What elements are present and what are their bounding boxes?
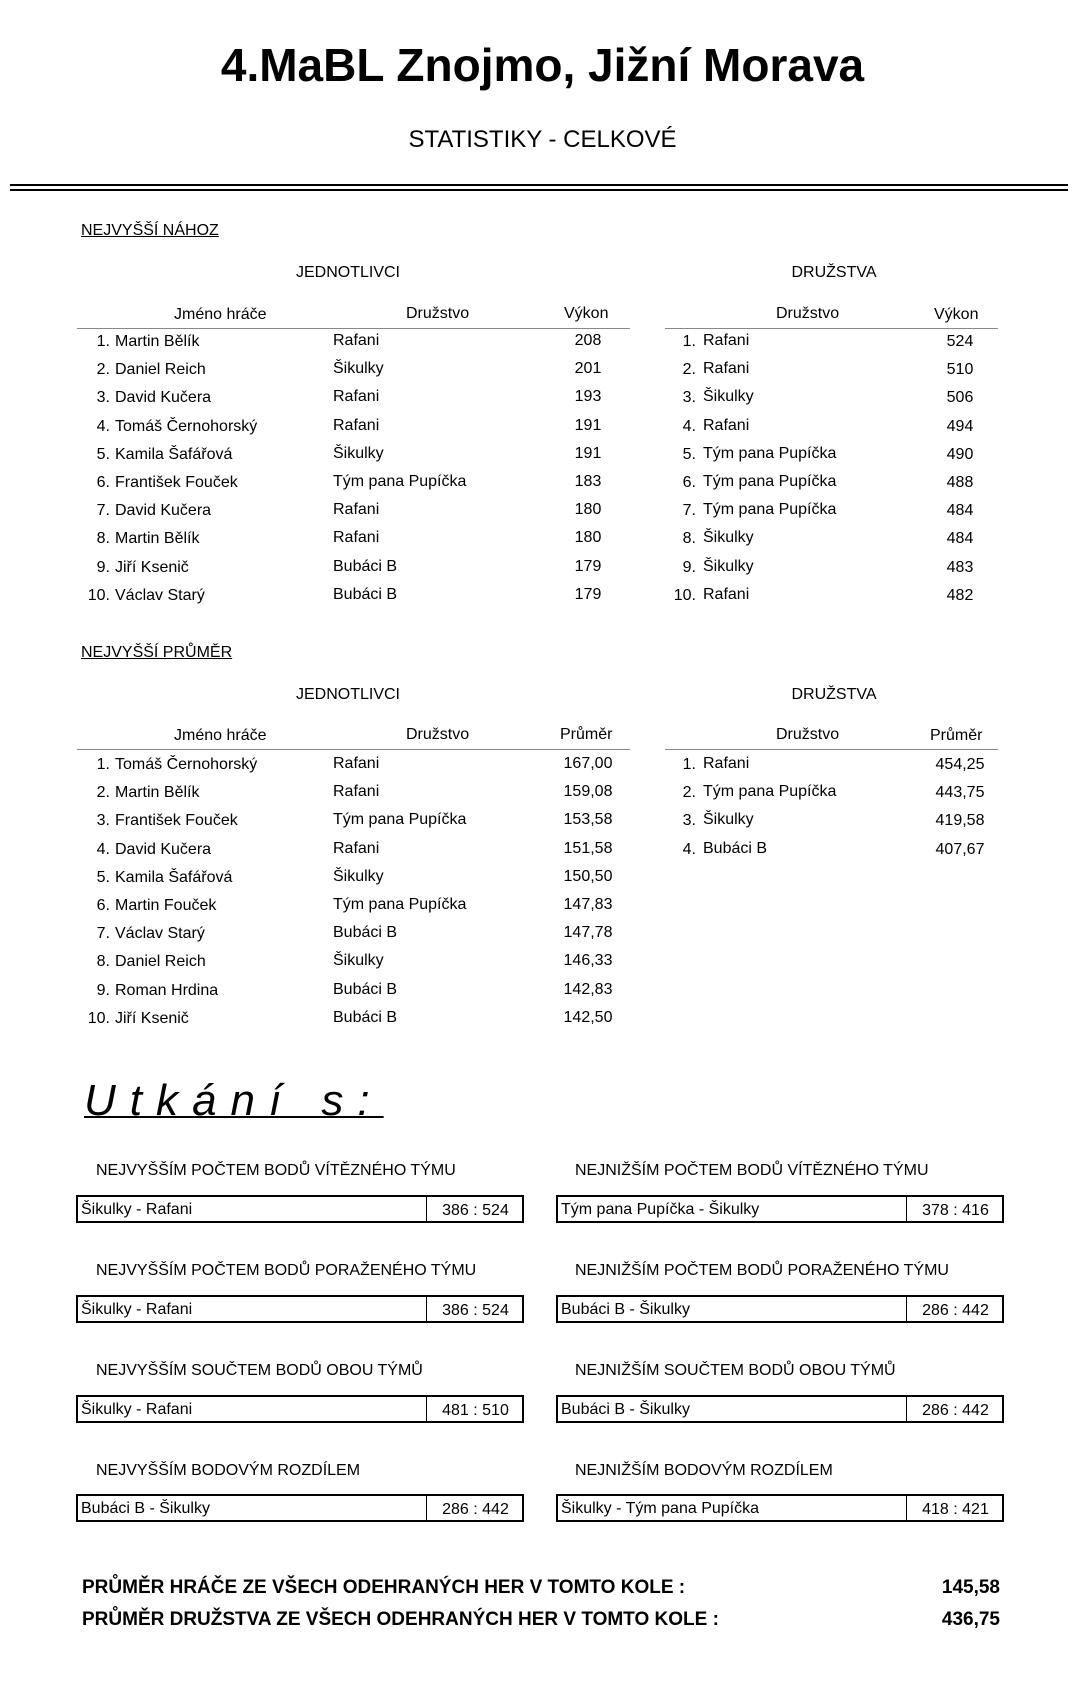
rank-cell: 5. (96, 869, 110, 886)
team-cell: Rafani (703, 332, 750, 349)
match-score: 286 : 442 (922, 1402, 989, 1419)
value-cell: 151,58 (563, 840, 613, 857)
value-cell: 147,78 (563, 924, 613, 941)
value-cell: 483 (946, 559, 974, 576)
match-teams: Šikulky - Tým pana Pupíčka (561, 1500, 760, 1517)
team-average-value: 436,75 (941, 1609, 1000, 1630)
rank-cell: 10. (673, 587, 696, 604)
value-cell: 484 (946, 530, 974, 547)
rank-cell: 8. (682, 530, 696, 547)
team-average-label: PRŮMĚR DRUŽSTVA ZE VŠECH ODEHRANÝCH HER V TOMTO KOLE : (82, 1609, 719, 1630)
header-rule-top (10, 184, 1068, 186)
prumer-individuals-header-line (77, 749, 630, 750)
team-cell: Rafani (703, 586, 750, 603)
rank-cell: 10. (87, 587, 110, 604)
player-average-value: 145,58 (941, 1577, 1000, 1598)
rank-cell: 1. (96, 756, 110, 773)
player-average-label: PRŮMĚR HRÁČE ZE VŠECH ODEHRANÝCH HER V TOMTO KOLE : (82, 1577, 686, 1598)
value-cell: 490 (946, 446, 974, 463)
value-cell: 201 (574, 360, 602, 377)
value-cell: 159,08 (563, 783, 613, 800)
team-cell: Rafani (333, 501, 380, 518)
team-cell: Bubáci B (333, 558, 398, 575)
rank-cell: 5. (96, 446, 110, 463)
nahoz-teams-header-line (665, 328, 998, 329)
player-name-cell: Kamila Šafářová (115, 869, 233, 886)
prumer-individuals-group-label: JEDNOTLIVCI (295, 686, 400, 703)
value-cell: 150,50 (563, 868, 613, 885)
rank-cell: 3. (96, 389, 110, 406)
value-cell: 146,33 (563, 952, 613, 969)
nahoz-individuals-header-line (77, 328, 630, 329)
rank-cell: 7. (96, 502, 110, 519)
team-cell: Tým pana Pupíčka (703, 473, 837, 490)
match-score: 386 : 524 (442, 1202, 509, 1219)
team-cell: Rafani (333, 755, 380, 772)
nahoz-col-team: Družstvo (406, 305, 470, 322)
rank-cell: 9. (682, 559, 696, 576)
team-cell: Šikulky (703, 388, 754, 405)
rank-cell: 1. (682, 756, 696, 773)
value-cell: 506 (946, 389, 974, 406)
match-result-box (556, 1295, 1004, 1323)
value-cell: 482 (946, 587, 974, 604)
value-cell: 524 (946, 333, 974, 350)
team-cell: Tým pana Pupíčka (703, 783, 837, 800)
rank-cell: 7. (682, 502, 696, 519)
team-cell: Rafani (333, 529, 380, 546)
team-cell: Bubáci B (333, 586, 398, 603)
nahoz-teams-col-value: Výkon (934, 306, 979, 323)
value-cell: 180 (574, 501, 602, 518)
team-cell: Rafani (703, 755, 750, 772)
value-cell: 208 (574, 332, 602, 349)
team-cell: Tým pana Pupíčka (333, 473, 467, 490)
value-cell: 147,83 (563, 896, 613, 913)
team-cell: Šikulky (703, 558, 754, 575)
team-cell: Tým pana Pupíčka (703, 501, 837, 518)
match-result-box (556, 1195, 1004, 1223)
player-name-cell: Václav Starý (115, 925, 205, 942)
nahoz-heading: NEJVYŠŠÍ NÁHOZ (81, 222, 219, 239)
rank-cell: 8. (96, 953, 110, 970)
match-result-box (556, 1494, 1004, 1522)
nahoz-individuals-group-label: JEDNOTLIVCI (295, 264, 400, 281)
player-name-cell: Václav Starý (115, 587, 205, 604)
value-cell: 142,50 (563, 1009, 613, 1026)
team-cell: Rafani (333, 783, 380, 800)
match-result-box (556, 1395, 1004, 1423)
team-cell: Rafani (333, 332, 380, 349)
value-cell: 191 (574, 417, 602, 434)
team-cell: Bubáci B (703, 840, 768, 857)
value-cell: 510 (946, 361, 974, 378)
prumer-teams-col-team: Družstvo (776, 726, 840, 743)
match-teams: Tým pana Pupíčka - Šikulky (561, 1201, 760, 1218)
team-cell: Šikulky (333, 445, 384, 462)
rank-cell: 3. (682, 812, 696, 829)
player-name-cell: Tomáš Černohorský (115, 418, 258, 435)
header-rule-bottom (10, 189, 1068, 191)
player-name-cell: Tomáš Černohorský (115, 756, 258, 773)
rank-cell: 1. (96, 333, 110, 350)
team-cell: Bubáci B (333, 981, 398, 998)
team-cell: Šikulky (703, 529, 754, 546)
value-cell: 153,58 (563, 811, 613, 828)
value-cell: 419,58 (935, 812, 985, 829)
match-teams: Šikulky - Rafani (81, 1201, 193, 1218)
nahoz-teams-col-team: Družstvo (776, 305, 840, 322)
match-teams: Bubáci B - Šikulky (81, 1500, 210, 1517)
match-score: 286 : 442 (442, 1501, 509, 1518)
page-title: 4.MaBL Znojmo, Jižní Morava (220, 39, 865, 91)
match-criterion-title: NEJNIŽŠÍM SOUČTEM BODŮ OBOU TÝMŮ (575, 1362, 896, 1379)
value-cell: 443,75 (935, 784, 985, 801)
team-cell: Bubáci B (333, 924, 398, 941)
match-teams: Šikulky - Rafani (81, 1401, 193, 1418)
rank-cell: 6. (682, 474, 696, 491)
match-criterion-title: NEJNIŽŠÍM BODOVÝM ROZDÍLEM (575, 1462, 833, 1479)
team-cell: Rafani (333, 388, 380, 405)
nahoz-col-value: Výkon (564, 305, 609, 322)
rank-cell: 2. (96, 361, 110, 378)
value-cell: 179 (574, 558, 602, 575)
player-name-cell: David Kučera (115, 389, 212, 406)
rank-cell: 2. (682, 784, 696, 801)
team-cell: Bubáci B (333, 1009, 398, 1026)
match-teams: Bubáci B - Šikulky (561, 1401, 690, 1418)
match-score: 481 : 510 (442, 1402, 509, 1419)
player-name-cell: Daniel Reich (115, 953, 206, 970)
value-cell: 407,67 (935, 841, 985, 858)
team-cell: Šikulky (333, 868, 384, 885)
match-criterion-title: NEJNIŽŠÍM POČTEM BODŮ VÍTĚZNÉHO TÝMU (575, 1162, 929, 1179)
prumer-heading: NEJVYŠŠÍ PRŮMĚR (81, 644, 233, 661)
player-name-cell: Daniel Reich (115, 361, 206, 378)
match-result-box (76, 1494, 524, 1522)
prumer-col-team: Družstvo (406, 726, 470, 743)
player-name-cell: Kamila Šafářová (115, 446, 233, 463)
match-result-box (76, 1295, 524, 1323)
player-name-cell: Martin Bělík (115, 333, 200, 350)
prumer-col-name: Jméno hráče (174, 727, 267, 744)
match-criterion-title: NEJNIŽŠÍM POČTEM BODŮ PORAŽENÉHO TÝMU (575, 1262, 949, 1279)
match-teams: Šikulky - Rafani (81, 1301, 193, 1318)
player-name-cell: František Fouček (115, 474, 238, 491)
rank-cell: 9. (96, 559, 110, 576)
rank-cell: 1. (682, 333, 696, 350)
player-name-cell: Martin Bělík (115, 784, 200, 801)
value-cell: 142,83 (563, 981, 613, 998)
player-name-cell: Roman Hrdina (115, 982, 219, 999)
utkani-heading: Utkání s: (84, 1076, 384, 1125)
team-cell: Tým pana Pupíčka (703, 445, 837, 462)
match-result-box (76, 1395, 524, 1423)
value-cell: 191 (574, 445, 602, 462)
player-name-cell: Martin Bělík (115, 530, 200, 547)
rank-cell: 6. (96, 897, 110, 914)
team-cell: Rafani (703, 360, 750, 377)
value-cell: 454,25 (935, 756, 985, 773)
rank-cell: 7. (96, 925, 110, 942)
player-name-cell: Martin Fouček (115, 897, 217, 914)
value-cell: 193 (574, 388, 602, 405)
rank-cell: 4. (96, 418, 110, 435)
rank-cell: 3. (96, 812, 110, 829)
player-name-cell: František Fouček (115, 812, 238, 829)
rank-cell: 4. (96, 841, 110, 858)
match-teams: Bubáci B - Šikulky (561, 1301, 690, 1318)
player-name-cell: Jiří Ksenič (115, 559, 189, 576)
match-criterion-title: NEJVYŠŠÍM POČTEM BODŮ VÍTĚZNÉHO TÝMU (96, 1162, 456, 1179)
prumer-teams-group-label: DRUŽSTVA (791, 686, 877, 703)
team-cell: Šikulky (703, 811, 754, 828)
value-cell: 484 (946, 502, 974, 519)
team-cell: Rafani (703, 417, 750, 434)
rank-cell: 9. (96, 982, 110, 999)
value-cell: 180 (574, 529, 602, 546)
match-score: 386 : 524 (442, 1302, 509, 1319)
rank-cell: 6. (96, 474, 110, 491)
nahoz-col-name: Jméno hráče (174, 306, 267, 323)
page-subtitle: STATISTIKY - CELKOVÉ (408, 126, 677, 153)
rank-cell: 10. (87, 1010, 110, 1027)
rank-cell: 5. (682, 446, 696, 463)
value-cell: 179 (574, 586, 602, 603)
team-cell: Rafani (333, 840, 380, 857)
prumer-teams-header-line (665, 749, 998, 750)
team-cell: Tým pana Pupíčka (333, 896, 467, 913)
value-cell: 494 (946, 418, 974, 435)
prumer-teams-col-value: Průměr (930, 727, 983, 744)
match-criterion-title: NEJVYŠŠÍM BODOVÝM ROZDÍLEM (96, 1462, 361, 1479)
player-name-cell: David Kučera (115, 502, 212, 519)
match-criterion-title: NEJVYŠŠÍM SOUČTEM BODŮ OBOU TÝMŮ (96, 1362, 423, 1379)
match-score: 418 : 421 (922, 1501, 989, 1518)
team-cell: Rafani (333, 417, 380, 434)
rank-cell: 8. (96, 530, 110, 547)
team-cell: Šikulky (333, 952, 384, 969)
prumer-col-value: Průměr (560, 726, 613, 743)
value-cell: 488 (946, 474, 974, 491)
match-score: 286 : 442 (922, 1302, 989, 1319)
nahoz-teams-group-label: DRUŽSTVA (791, 264, 877, 281)
player-name-cell: David Kučera (115, 841, 212, 858)
value-cell: 167,00 (563, 755, 613, 772)
rank-cell: 3. (682, 389, 696, 406)
rank-cell: 4. (682, 841, 696, 858)
value-cell: 183 (574, 473, 602, 490)
rank-cell: 4. (682, 418, 696, 435)
match-result-box (76, 1195, 524, 1223)
rank-cell: 2. (682, 361, 696, 378)
team-cell: Tým pana Pupíčka (333, 811, 467, 828)
team-cell: Šikulky (333, 360, 384, 377)
rank-cell: 2. (96, 784, 110, 801)
match-criterion-title: NEJVYŠŠÍM POČTEM BODŮ PORAŽENÉHO TÝMU (96, 1262, 477, 1279)
match-score: 378 : 416 (922, 1202, 989, 1219)
player-name-cell: Jiří Ksenič (115, 1010, 189, 1027)
